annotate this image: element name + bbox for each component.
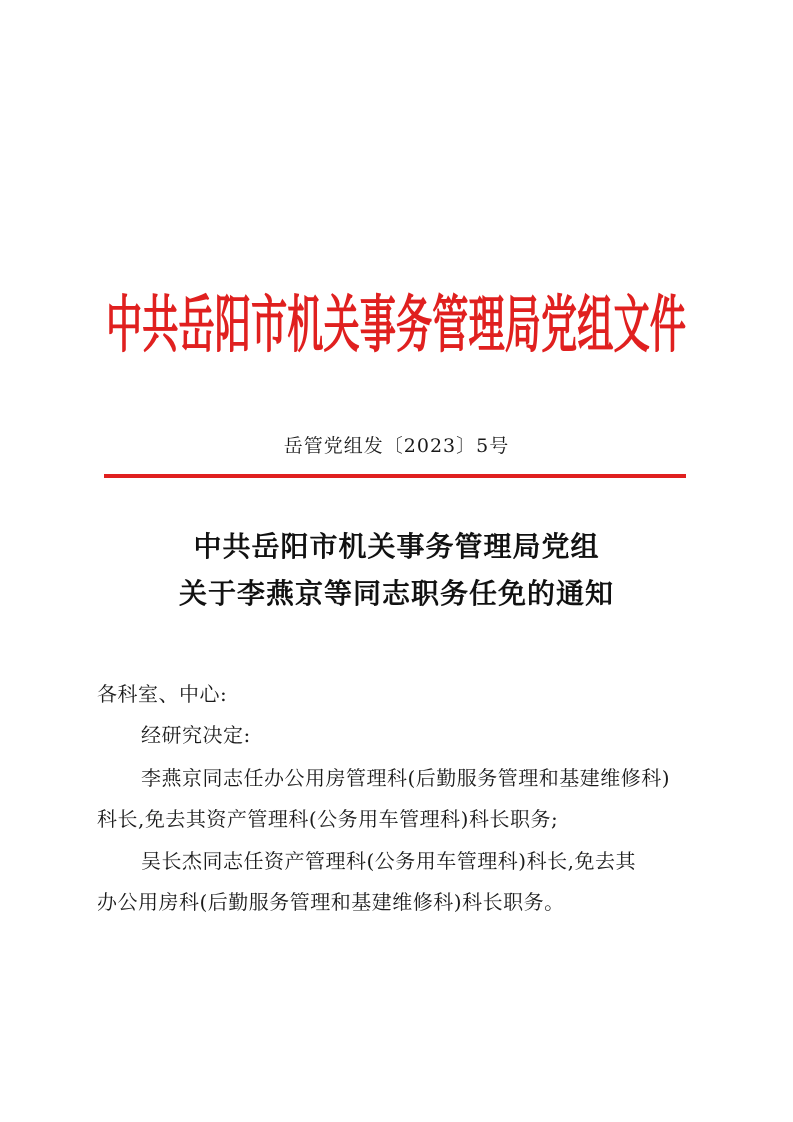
- masthead-title: 中共岳阳市机关事务管理局党组文件: [106, 288, 686, 360]
- red-divider-line: [104, 474, 686, 478]
- body-paragraph-appointment-2-line-1: 吴长杰同志任资产管理科(公务用车管理科)科长,免去其: [141, 849, 636, 873]
- document-title-line-1: 中共岳阳市机关事务管理局党组: [193, 530, 600, 563]
- body-paragraph-appointment-1-line-2: 科长,免去其资产管理科(公务用车管理科)科长职务;: [97, 807, 559, 831]
- body-paragraph-decision: 经研究决定:: [141, 723, 251, 747]
- body-paragraph-appointment-1-line-1: 李燕京同志任办公用房管理科(后勤服务管理和基建维修科): [141, 766, 671, 790]
- masthead-svg: [96, 280, 696, 360]
- body-paragraph-appointment-2-line-2: 办公用房科(后勤服务管理和基建维修科)科长职务。: [97, 890, 565, 914]
- document-title-line-2: 关于李燕京等同志职务任免的通知: [178, 577, 614, 610]
- salutation: 各科室、中心:: [97, 682, 228, 706]
- red-masthead: [96, 280, 696, 360]
- document-number: 岳管党组发〔2023〕5号: [283, 435, 510, 457]
